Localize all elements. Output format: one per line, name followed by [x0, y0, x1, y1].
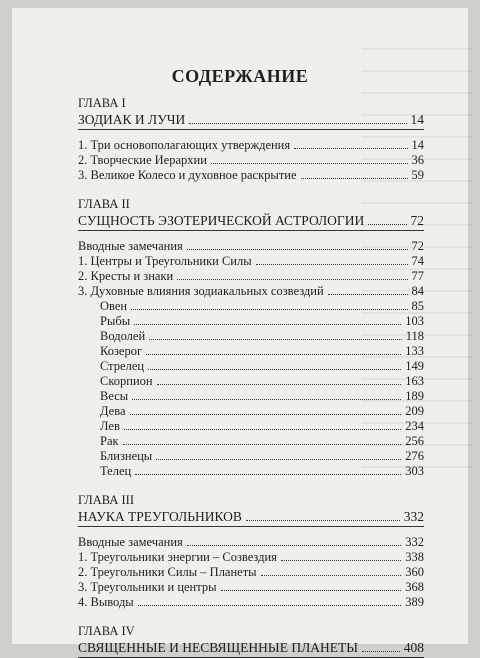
- entry-text: Дева: [100, 404, 126, 418]
- entry-text: ЗОДИАК И ЛУЧИ: [78, 112, 186, 127]
- dot-leader: [368, 224, 406, 225]
- entry-text: Стрелец: [100, 359, 145, 373]
- toc-sign-entry[interactable]: [78, 374, 424, 389]
- entry-text: Вводные замечания: [78, 535, 183, 549]
- entry-page: 14: [410, 112, 424, 127]
- chapter-title[interactable]: [78, 111, 424, 129]
- entry-text: 1. Центры и Треугольники Силы: [78, 254, 252, 268]
- entry-page: 149: [405, 359, 424, 373]
- entry-page: 389: [405, 595, 424, 609]
- toc-sign-entry[interactable]: [78, 299, 424, 314]
- entry-page: 59: [411, 168, 424, 182]
- dot-leader: [130, 414, 402, 415]
- entry-page: 338: [405, 550, 424, 564]
- entry-text: Весы: [100, 389, 129, 403]
- entry-page: 72: [411, 239, 424, 253]
- toc-sign-entry[interactable]: [78, 434, 424, 449]
- toc-sign-entry[interactable]: [78, 314, 424, 329]
- dot-leader: [256, 264, 408, 265]
- dot-leader: [187, 249, 408, 250]
- entry-page: 118: [405, 329, 424, 343]
- chapter-label: ГЛАВА IV: [78, 624, 135, 638]
- entry-page: 332: [403, 509, 424, 524]
- dot-leader: [221, 590, 402, 591]
- entry-text: Близнецы: [100, 449, 153, 463]
- chapter-gap: [78, 183, 424, 197]
- dot-leader: [138, 605, 402, 606]
- dot-leader: [328, 294, 408, 295]
- table-of-contents: [78, 96, 424, 658]
- dot-leader: [187, 545, 401, 546]
- entry-text: Водолей: [100, 329, 146, 343]
- toc-sign-entry[interactable]: [78, 344, 424, 359]
- entry-page: 14: [411, 138, 424, 152]
- page-title: СОДЕРЖАНИЕ: [171, 66, 309, 86]
- entry-page: 276: [405, 449, 424, 463]
- toc-sign-entry[interactable]: [78, 404, 424, 419]
- entry-text: 2. Творческие Иерархии: [78, 153, 207, 167]
- entry-text: 4. Выводы: [78, 595, 134, 609]
- entry-text: 1. Три основополагающих утверждения: [78, 138, 291, 152]
- dot-leader: [134, 324, 401, 325]
- toc-sign-entry[interactable]: [78, 449, 424, 464]
- chapter-title[interactable]: [78, 639, 424, 657]
- entry-page: 332: [405, 535, 424, 549]
- spacer: [78, 231, 424, 239]
- entry-text: 3. Треугольники и центры: [78, 580, 217, 594]
- dot-leader: [294, 148, 407, 149]
- entry-text: 3. Великое Колесо и духовное раскрытие: [78, 168, 297, 182]
- chapter-gap: [78, 610, 424, 624]
- entry-page: 303: [405, 464, 424, 478]
- entry-text: 1. Треугольники энергии – Созвездия: [78, 550, 277, 564]
- entry-page: 77: [411, 269, 424, 283]
- toc-entry[interactable]: [78, 239, 424, 254]
- dot-leader: [148, 369, 401, 370]
- chapter-gap: [78, 479, 424, 493]
- entry-text: Рак: [100, 434, 119, 448]
- dot-leader: [261, 575, 402, 576]
- dot-leader: [146, 354, 401, 355]
- toc-entry[interactable]: [78, 153, 424, 168]
- dot-leader: [131, 309, 407, 310]
- entry-text: Козерог: [100, 344, 143, 358]
- toc-entry[interactable]: [78, 565, 424, 580]
- dot-leader: [211, 163, 408, 164]
- entry-text: 3. Духовные влияния зодиакальных созвездий: [78, 284, 324, 298]
- toc-entry[interactable]: [78, 535, 424, 550]
- chapter-label: ГЛАВА II: [78, 197, 130, 211]
- toc-sign-entry[interactable]: [78, 359, 424, 374]
- entry-page: 36: [411, 153, 424, 167]
- dot-leader: [362, 651, 400, 652]
- entry-text: 2. Кресты и знаки: [78, 269, 174, 283]
- toc-entry[interactable]: [78, 284, 424, 299]
- dot-leader: [189, 123, 406, 124]
- entry-page: 209: [405, 404, 424, 418]
- entry-text: Лев: [100, 419, 120, 433]
- dot-leader: [149, 339, 402, 340]
- spacer: [78, 130, 424, 138]
- chapter-title[interactable]: [78, 508, 424, 526]
- toc-entry[interactable]: [78, 254, 424, 269]
- entry-page: 85: [411, 299, 424, 313]
- entry-page: 84: [411, 284, 424, 298]
- entry-page: 133: [405, 344, 424, 358]
- dot-leader: [246, 520, 400, 521]
- entry-page: 74: [411, 254, 424, 268]
- entry-text: 2. Треугольники Силы – Планеты: [78, 565, 257, 579]
- entry-text: Скорпион: [100, 374, 153, 388]
- dot-leader: [301, 178, 408, 179]
- dot-leader: [135, 474, 401, 475]
- toc-entry[interactable]: [78, 138, 424, 153]
- dot-leader: [132, 399, 401, 400]
- spacer: [78, 527, 424, 535]
- toc-entry[interactable]: [78, 595, 424, 610]
- toc-entry[interactable]: [78, 269, 424, 284]
- entry-text: СВЯЩЕННЫЕ И НЕСВЯЩЕННЫЕ ПЛАНЕТЫ: [78, 640, 358, 655]
- entry-text: НАУКА ТРЕУГОЛЬНИКОВ: [78, 509, 242, 524]
- toc-sign-entry[interactable]: [78, 419, 424, 434]
- entry-page: 368: [405, 580, 424, 594]
- entry-text: СУЩНОСТЬ ЭЗОТЕРИЧЕСКОЙ АСТРОЛОГИИ: [78, 213, 365, 228]
- entry-text: Телец: [100, 464, 132, 478]
- entry-page: 360: [405, 565, 424, 579]
- chapter-title[interactable]: [78, 212, 424, 230]
- entry-text: Овен: [100, 299, 128, 313]
- toc-sign-entry[interactable]: [78, 329, 424, 344]
- toc-entry[interactable]: [78, 580, 424, 595]
- entry-page: 189: [405, 389, 424, 403]
- toc-entry[interactable]: [78, 168, 424, 183]
- entry-page: 72: [410, 213, 424, 228]
- entry-page: 234: [405, 419, 424, 433]
- chapter-label: ГЛАВА III: [78, 493, 134, 507]
- dot-leader: [281, 560, 401, 561]
- entry-page: 103: [405, 314, 424, 328]
- dot-leader: [177, 279, 407, 280]
- entry-page: 256: [405, 434, 424, 448]
- toc-sign-entry[interactable]: [78, 464, 424, 479]
- entry-text: Вводные замечания: [78, 239, 183, 253]
- chapter-label: ГЛАВА I: [78, 96, 126, 110]
- entry-page: 163: [405, 374, 424, 388]
- entry-page: 408: [403, 640, 424, 655]
- dot-leader: [156, 459, 401, 460]
- entry-text: Рыбы: [100, 314, 131, 328]
- toc-sign-entry[interactable]: [78, 389, 424, 404]
- book-page: [12, 8, 468, 655]
- dot-leader: [123, 444, 402, 445]
- dot-leader: [124, 429, 401, 430]
- toc-entry[interactable]: [78, 550, 424, 565]
- dot-leader: [157, 384, 402, 385]
